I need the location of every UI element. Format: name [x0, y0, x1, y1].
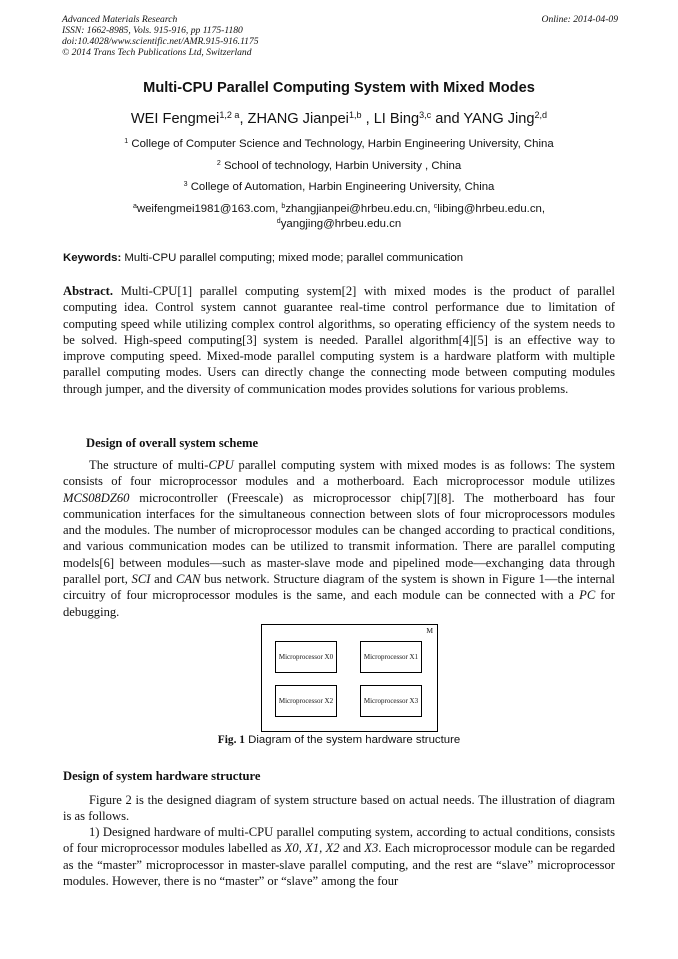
author-affiliation-mark: 2,d [534, 110, 548, 121]
affiliation-3 [0, 181, 678, 193]
text-run: microcontroller (Freescale) as microprocessor chip[7][8]. The motherboard has four communication interfaces for the simultaneous connection between slots of four microprocessors modules and the modules. The number of microprocessor modules can be changed according to practical conditions, and various communication modes can be utilized to transmit information. There are parallel computing models[6] between modules—such as master-slave mode and pipelined mode—exchanging data through parallel port, [63, 490, 615, 587]
issn-line: ISSN: 1662-8985, Vols. 915-916, pp 1175-1180 [62, 25, 243, 36]
author-affiliation-mark: 3,c [419, 110, 432, 121]
email-address[interactable]: libing@hrbeu.edu.cn, [437, 203, 546, 215]
author-separator: , [361, 111, 374, 127]
microprocessor-module-x0: Microprocessor X0 [275, 641, 337, 673]
microprocessor-module-x2: Microprocessor X2 [275, 685, 337, 717]
affiliation-2 [0, 160, 678, 172]
running-header [62, 14, 618, 58]
figure-1-caption [0, 734, 678, 746]
email-address[interactable]: yangjing@hrbeu.edu.cn [280, 218, 402, 230]
text-run: . Each microprocessor module can be regarded as the “master” microprocessor in master-slave parallel computing, and the rest are “slave” microprocessor modules. However, there is no “master” or “slave” among the four [63, 841, 615, 888]
abstract-text: Multi-CPU[1] parallel computing system[2] with mixed modes is the product of parallel computing idea. Control system cannot guarantee real-time control performance due to limitation of computing speed while utilizing complex control algorithms, so operating efficiency of the system needs to be solved. High-speed computing[3] system is needed. Parallel algorithm[4][5] is an effective way to improve computing speed. Mixed-mode parallel computing system is a hardware platform with multiple parallel computing modes. Users can directly change the connecting mode between computing modules through jumper, and the diversity of communication modes provides solutions for various problems. [63, 284, 615, 396]
microprocessor-module-x1: Microprocessor X1 [360, 641, 422, 673]
affiliation-mark: 1 [124, 138, 129, 146]
motherboard-label: M [426, 626, 433, 635]
author-separator: , [239, 111, 248, 127]
email-mark: c [433, 203, 438, 211]
italic-term: CPU [208, 458, 234, 472]
text-run: The structure of multi- [89, 458, 209, 472]
author-separator: and [431, 111, 464, 127]
microprocessor-module-x3: Microprocessor X3 [360, 685, 422, 717]
section2-paragraph-1: Figure 2 is the designed diagram of system structure based on actual needs. The illustration of diagram is as follows. [63, 793, 615, 824]
keywords-label: Keywords: [63, 252, 122, 264]
email-mark: b [281, 203, 286, 211]
online-date: Online: 2014-04-09 [541, 14, 618, 25]
email-address[interactable]: zhangjianpei@hrbeu.edu.cn, [285, 203, 434, 215]
affiliation-text: College of Automation, Harbin Engineering University, China [190, 181, 495, 193]
figure-caption-label: Fig. 1 [217, 734, 245, 746]
section2-paragraph-2 [63, 824, 615, 889]
author-name: WEI Fengmei [130, 111, 220, 127]
text-run: for debugging. [63, 588, 615, 619]
author-name: ZHANG Jianpei [247, 111, 349, 127]
italic-term: X3 [364, 841, 379, 856]
email-address[interactable]: weifengmei1981@163.com, [136, 203, 282, 215]
author-name: YANG Jing [463, 111, 535, 127]
text-run: parallel computing system with mixed modes is as follows: The system consists of four microprocessor modules and a motherboard. Each microprocessor module utilizes [63, 458, 616, 489]
text-run: and [150, 572, 176, 587]
email-line-2 [0, 218, 678, 230]
figure-caption-text: Diagram of the system hardware structure [244, 734, 461, 746]
keywords-text: Multi-CPU parallel computing; mixed mode; parallel communication [124, 252, 464, 264]
text-run: bus network. Structure diagram of the system is shown in Figure 1—the internal circuitry of four microprocessor modules is the same, and each module can be connected with a [63, 572, 615, 603]
text-run: and [339, 841, 365, 856]
paper-title: Multi-CPU Parallel Computing System with Mixed Modes [143, 80, 535, 96]
affiliation-mark: 2 [216, 160, 221, 168]
text-run: 1) Designed hardware of multi-CPU parallel computing system, according to actual conditions, consists of four microprocessor modules labelled as [63, 825, 615, 856]
author-name: LI Bing [373, 111, 420, 127]
affiliation-text: School of technology, Harbin University , China [223, 160, 462, 172]
keywords [63, 252, 463, 264]
abstract-label: Abstract. [63, 284, 114, 298]
italic-term: SCI [131, 572, 151, 587]
italic-term: PC [579, 588, 596, 603]
italic-term: X0, X1, X2 [284, 841, 340, 856]
doi-line: doi:10.4028/www.scientific.net/AMR.915-916.1175 [62, 36, 259, 47]
copyright-line: © 2014 Trans Tech Publications Ltd, Switzerland [62, 47, 252, 58]
email-mark: a [132, 203, 137, 211]
email-line-1 [0, 203, 678, 215]
affiliation-text: College of Computer Science and Technology, Harbin Engineering University, China [131, 138, 554, 150]
section-heading-overall-scheme: Design of overall system scheme [86, 436, 259, 450]
email-mark: d [276, 218, 281, 226]
affiliation-mark: 3 [183, 181, 188, 189]
author-affiliation-mark: 1,b [348, 110, 362, 121]
section-heading-hardware-structure: Design of system hardware structure [63, 769, 261, 783]
abstract [63, 283, 615, 397]
italic-term: MCS08DZ60 [63, 490, 130, 505]
section1-paragraph [63, 457, 615, 620]
italic-term: CAN [175, 572, 201, 587]
author-list [0, 111, 678, 127]
affiliation-1 [0, 138, 678, 150]
figure-1-diagram [261, 624, 438, 732]
journal-name: Advanced Materials Research [62, 14, 178, 25]
author-affiliation-mark: 1,2 a [219, 110, 240, 121]
